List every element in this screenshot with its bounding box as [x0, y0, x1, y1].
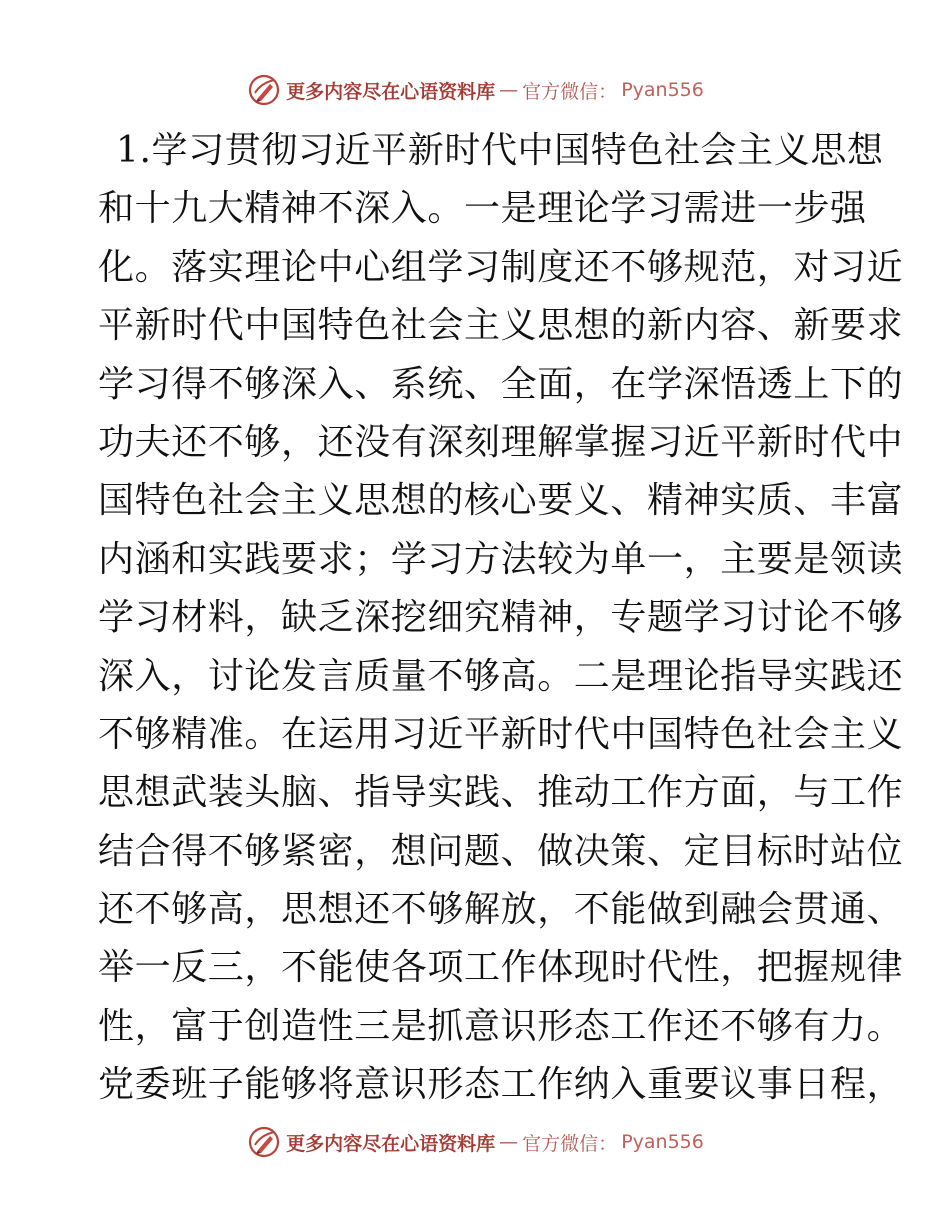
body-line: 平新时代中国特色社会主义思想的新内容、新要求	[98, 305, 904, 347]
banner-wechat-id: Pyan556	[621, 1131, 704, 1153]
body-line: 学习材料，缺乏深挖细究精神，专题学习讨论不够	[98, 597, 904, 639]
body-line: 1.学习贯彻习近平新时代中国特色社会主义思想	[116, 130, 884, 171]
body-line: 性，富于创造性三是抓意识形态工作还不够有力。	[98, 1005, 904, 1047]
banner-wechat-id: Pyan556	[621, 79, 704, 101]
body-line: 思想武装头脑、指导实践、推动工作方面，与工作	[98, 772, 904, 814]
body-line: 化。落实理论中心组学习制度还不够规范，对习近	[98, 246, 904, 288]
body-line: 功夫还不够，还没有深刻理解掌握习近平新时代中	[98, 421, 904, 463]
document-body	[98, 122, 904, 1115]
body-line: 深入，讨论发言质量不够高。二是理论指导实践还	[98, 655, 904, 697]
body-line: 内涵和实践要求；学习方法较为单一，主要是领读	[98, 538, 904, 580]
body-line: 国特色社会主义思想的核心要义、精神实质、丰富	[98, 480, 904, 522]
body-line: 和十九大精神不深入。一是理论学习需进一步强	[98, 188, 867, 230]
banner-separator: —	[499, 79, 519, 101]
banner-separator: —	[499, 1131, 519, 1153]
banner-main-text: 更多内容尽在心语资料库	[286, 1132, 496, 1155]
body-line: 还不够高，思想还不够解放，不能做到融会贯通、	[98, 889, 904, 931]
body-line: 党委班子能够将意识形态工作纳入重要议事日程，	[98, 1064, 904, 1106]
pen-logo-icon	[246, 1124, 282, 1160]
body-line: 学习得不够深入、系统、全面，在学深悟透上下的	[98, 363, 904, 405]
banner-wechat-label: 官方微信：	[522, 80, 618, 103]
body-line: 举一反三，不能使各项工作体现时代性，把握规律	[98, 947, 904, 989]
banner-main-text: 更多内容尽在心语资料库	[286, 80, 496, 103]
banner-wechat-label: 官方微信：	[522, 1132, 618, 1155]
pen-logo-icon	[246, 72, 282, 108]
body-line: 结合得不够紧密，想问题、做决策、定目标时站位	[98, 830, 904, 872]
header-banner	[0, 70, 950, 110]
body-line: 不够精准。在运用习近平新时代中国特色社会主义	[98, 713, 904, 755]
footer-banner	[0, 1122, 950, 1162]
